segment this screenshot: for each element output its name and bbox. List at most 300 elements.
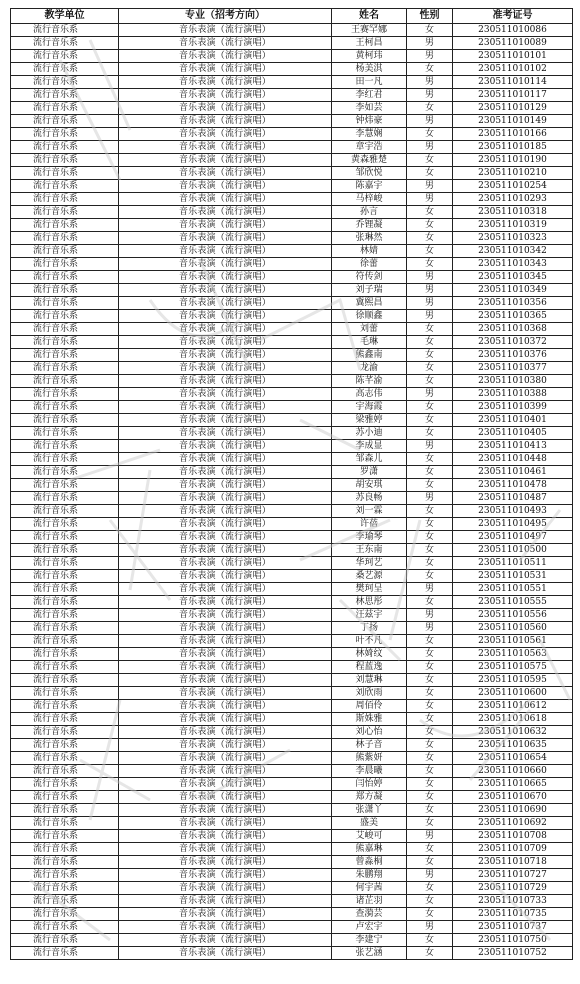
gender-cell: 女 — [407, 466, 453, 479]
name-cell: 郑方凝 — [332, 791, 407, 804]
teaching-unit-cell: 流行音乐系 — [11, 570, 119, 583]
gender-cell: 女 — [407, 102, 453, 115]
major-cell: 音乐表演（流行演唱） — [119, 648, 332, 661]
exam-number-cell: 230511010560 — [453, 622, 573, 635]
major-cell: 音乐表演（流行演唱） — [119, 713, 332, 726]
major-cell: 音乐表演（流行演唱） — [119, 128, 332, 141]
table-row — [11, 661, 573, 674]
major-cell: 音乐表演（流行演唱） — [119, 570, 332, 583]
teaching-unit-cell: 流行音乐系 — [11, 193, 119, 206]
exam-number-cell: 230511010555 — [453, 596, 573, 609]
name-cell: 李红君 — [332, 89, 407, 102]
exam-number-cell: 230511010478 — [453, 479, 573, 492]
table-row — [11, 76, 573, 89]
exam-number-cell: 230511010750 — [453, 934, 573, 947]
gender-cell: 女 — [407, 505, 453, 518]
gender-cell: 女 — [407, 882, 453, 895]
exam-number-cell: 230511010670 — [453, 791, 573, 804]
major-cell: 音乐表演（流行演唱） — [119, 895, 332, 908]
table-row — [11, 206, 573, 219]
admission-list — [10, 8, 572, 960]
gender-cell: 女 — [407, 401, 453, 414]
major-cell: 音乐表演（流行演唱） — [119, 674, 332, 687]
table-row — [11, 401, 573, 414]
teaching-unit-cell: 流行音乐系 — [11, 362, 119, 375]
teaching-unit-cell: 流行音乐系 — [11, 531, 119, 544]
major-cell: 音乐表演（流行演唱） — [119, 947, 332, 960]
major-cell: 音乐表演（流行演唱） — [119, 76, 332, 89]
teaching-unit-cell: 流行音乐系 — [11, 232, 119, 245]
exam-number-cell: 230511010089 — [453, 37, 573, 50]
teaching-unit-cell: 流行音乐系 — [11, 947, 119, 960]
teaching-unit-cell: 流行音乐系 — [11, 505, 119, 518]
name-cell: 张琳然 — [332, 232, 407, 245]
gender-cell: 女 — [407, 557, 453, 570]
teaching-unit-cell: 流行音乐系 — [11, 466, 119, 479]
gender-cell: 男 — [407, 115, 453, 128]
table-row — [11, 336, 573, 349]
teaching-unit-cell: 流行音乐系 — [11, 245, 119, 258]
table-row — [11, 414, 573, 427]
table-row — [11, 284, 573, 297]
table-row — [11, 713, 573, 726]
name-cell: 章宇浩 — [332, 141, 407, 154]
name-cell: 李成显 — [332, 440, 407, 453]
teaching-unit-cell: 流行音乐系 — [11, 843, 119, 856]
exam-number-cell: 230511010356 — [453, 297, 573, 310]
teaching-unit-cell: 流行音乐系 — [11, 453, 119, 466]
gender-cell: 女 — [407, 362, 453, 375]
teaching-unit-cell: 流行音乐系 — [11, 180, 119, 193]
name-cell: 苏良畅 — [332, 492, 407, 505]
major-cell: 音乐表演（流行演唱） — [119, 258, 332, 271]
gender-cell: 女 — [407, 24, 453, 37]
major-cell: 音乐表演（流行演唱） — [119, 557, 332, 570]
exam-number-cell: 230511010399 — [453, 401, 573, 414]
major-cell: 音乐表演（流行演唱） — [119, 50, 332, 63]
exam-number-cell: 230511010380 — [453, 375, 573, 388]
gender-cell: 女 — [407, 167, 453, 180]
table-row — [11, 804, 573, 817]
exam-number-cell: 230511010319 — [453, 219, 573, 232]
table-row — [11, 505, 573, 518]
table-row — [11, 869, 573, 882]
exam-number-cell: 230511010495 — [453, 518, 573, 531]
teaching-unit-cell: 流行音乐系 — [11, 518, 119, 531]
teaching-unit-cell: 流行音乐系 — [11, 388, 119, 401]
name-cell: 马梓峻 — [332, 193, 407, 206]
table-row — [11, 440, 573, 453]
exam-number-cell: 230511010114 — [453, 76, 573, 89]
exam-number-cell: 230511010388 — [453, 388, 573, 401]
gender-cell: 男 — [407, 284, 453, 297]
exam-number-cell: 230511010401 — [453, 414, 573, 427]
exam-number-cell: 230511010654 — [453, 752, 573, 765]
teaching-unit-cell: 流行音乐系 — [11, 128, 119, 141]
teaching-unit-cell: 流行音乐系 — [11, 804, 119, 817]
major-cell: 音乐表演（流行演唱） — [119, 271, 332, 284]
teaching-unit-cell: 流行音乐系 — [11, 492, 119, 505]
name-cell: 曾淼桐 — [332, 856, 407, 869]
table-row — [11, 245, 573, 258]
gender-cell: 女 — [407, 232, 453, 245]
teaching-unit-cell: 流行音乐系 — [11, 895, 119, 908]
teaching-unit-cell: 流行音乐系 — [11, 479, 119, 492]
name-cell: 熊紫妍 — [332, 752, 407, 765]
major-cell: 音乐表演（流行演唱） — [119, 63, 332, 76]
gender-cell: 女 — [407, 804, 453, 817]
candidate-table — [10, 8, 573, 960]
name-cell: 杨美淇 — [332, 63, 407, 76]
exam-number-cell: 230511010254 — [453, 180, 573, 193]
exam-number-cell: 230511010101 — [453, 50, 573, 63]
exam-number-cell: 230511010575 — [453, 661, 573, 674]
table-row — [11, 50, 573, 63]
exam-number-cell: 230511010323 — [453, 232, 573, 245]
table-row — [11, 466, 573, 479]
gender-cell: 男 — [407, 388, 453, 401]
major-cell: 音乐表演（流行演唱） — [119, 479, 332, 492]
name-cell: 黄柯玮 — [332, 50, 407, 63]
major-cell: 音乐表演（流行演唱） — [119, 193, 332, 206]
teaching-unit-cell: 流行音乐系 — [11, 739, 119, 752]
table-row — [11, 830, 573, 843]
gender-cell: 女 — [407, 726, 453, 739]
major-cell: 音乐表演（流行演唱） — [119, 284, 332, 297]
name-cell: 张潇丫 — [332, 804, 407, 817]
gender-cell: 女 — [407, 63, 453, 76]
major-cell: 音乐表演（流行演唱） — [119, 180, 332, 193]
name-cell: 李瑜琴 — [332, 531, 407, 544]
major-cell: 音乐表演（流行演唱） — [119, 700, 332, 713]
major-cell: 音乐表演（流行演唱） — [119, 401, 332, 414]
name-cell: 艾峻可 — [332, 830, 407, 843]
teaching-unit-cell: 流行音乐系 — [11, 934, 119, 947]
teaching-unit-cell: 流行音乐系 — [11, 375, 119, 388]
table-row — [11, 115, 573, 128]
gender-cell: 男 — [407, 609, 453, 622]
major-cell: 音乐表演（流行演唱） — [119, 518, 332, 531]
table-row — [11, 908, 573, 921]
gender-cell: 女 — [407, 518, 453, 531]
exam-number-cell: 230511010448 — [453, 453, 573, 466]
name-cell: 华珂艺 — [332, 557, 407, 570]
exam-number-cell: 230511010660 — [453, 765, 573, 778]
table-row — [11, 674, 573, 687]
table-row — [11, 141, 573, 154]
table-row — [11, 180, 573, 193]
exam-number-cell: 230511010293 — [453, 193, 573, 206]
major-cell: 音乐表演（流行演唱） — [119, 466, 332, 479]
name-cell: 邹森儿 — [332, 453, 407, 466]
major-cell: 音乐表演（流行演唱） — [119, 869, 332, 882]
name-cell: 龙渝 — [332, 362, 407, 375]
major-cell: 音乐表演（流行演唱） — [119, 856, 332, 869]
teaching-unit-cell: 流行音乐系 — [11, 24, 119, 37]
name-cell: 诸芷羽 — [332, 895, 407, 908]
exam-number-cell: 230511010729 — [453, 882, 573, 895]
exam-number-cell: 230511010635 — [453, 739, 573, 752]
teaching-unit-cell: 流行音乐系 — [11, 648, 119, 661]
exam-number-cell: 230511010493 — [453, 505, 573, 518]
table-row — [11, 609, 573, 622]
gender-cell: 女 — [407, 778, 453, 791]
name-cell: 林婍纹 — [332, 648, 407, 661]
gender-cell: 男 — [407, 50, 453, 63]
major-cell: 音乐表演（流行演唱） — [119, 843, 332, 856]
teaching-unit-cell: 流行音乐系 — [11, 856, 119, 869]
gender-cell: 女 — [407, 323, 453, 336]
major-cell: 音乐表演（流行演唱） — [119, 817, 332, 830]
exam-number-cell: 230511010318 — [453, 206, 573, 219]
gender-cell: 女 — [407, 934, 453, 947]
name-cell: 徐顺鑫 — [332, 310, 407, 323]
exam-number-cell: 230511010752 — [453, 947, 573, 960]
table-row — [11, 739, 573, 752]
major-cell: 音乐表演（流行演唱） — [119, 89, 332, 102]
major-cell: 音乐表演（流行演唱） — [119, 115, 332, 128]
teaching-unit-cell: 流行音乐系 — [11, 687, 119, 700]
exam-number-cell: 230511010185 — [453, 141, 573, 154]
major-cell: 音乐表演（流行演唱） — [119, 765, 332, 778]
major-cell: 音乐表演（流行演唱） — [119, 635, 332, 648]
name-cell: 卢宏宇 — [332, 921, 407, 934]
table-row — [11, 271, 573, 284]
major-cell: 音乐表演（流行演唱） — [119, 375, 332, 388]
name-cell: 刘慧琳 — [332, 674, 407, 687]
gender-cell: 男 — [407, 310, 453, 323]
gender-cell: 女 — [407, 661, 453, 674]
gender-cell: 女 — [407, 635, 453, 648]
major-cell: 音乐表演（流行演唱） — [119, 934, 332, 947]
gender-cell: 女 — [407, 453, 453, 466]
table-header-row — [11, 9, 573, 24]
exam-number-cell: 230511010500 — [453, 544, 573, 557]
name-cell: 王柯昌 — [332, 37, 407, 50]
gender-cell: 女 — [407, 154, 453, 167]
major-cell: 音乐表演（流行演唱） — [119, 245, 332, 258]
table-row — [11, 89, 573, 102]
teaching-unit-cell: 流行音乐系 — [11, 167, 119, 180]
exam-number-cell: 230511010345 — [453, 271, 573, 284]
name-cell: 刘子瑞 — [332, 284, 407, 297]
name-cell: 乔锂凝 — [332, 219, 407, 232]
major-cell: 音乐表演（流行演唱） — [119, 609, 332, 622]
teaching-unit-cell: 流行音乐系 — [11, 830, 119, 843]
name-cell: 李建宁 — [332, 934, 407, 947]
teaching-unit-cell: 流行音乐系 — [11, 661, 119, 674]
exam-number-cell: 230511010487 — [453, 492, 573, 505]
name-cell: 王东南 — [332, 544, 407, 557]
name-cell: 宇海霞 — [332, 401, 407, 414]
teaching-unit-cell: 流行音乐系 — [11, 427, 119, 440]
table-row — [11, 375, 573, 388]
teaching-unit-cell: 流行音乐系 — [11, 219, 119, 232]
major-cell: 音乐表演（流行演唱） — [119, 362, 332, 375]
teaching-unit-cell: 流行音乐系 — [11, 115, 119, 128]
major-cell: 音乐表演（流行演唱） — [119, 310, 332, 323]
name-cell: 何宇茜 — [332, 882, 407, 895]
major-cell: 音乐表演（流行演唱） — [119, 297, 332, 310]
major-cell: 音乐表演（流行演唱） — [119, 323, 332, 336]
name-cell: 李如芸 — [332, 102, 407, 115]
teaching-unit-cell: 流行音乐系 — [11, 713, 119, 726]
name-cell: 符传剑 — [332, 271, 407, 284]
major-cell: 音乐表演（流行演唱） — [119, 37, 332, 50]
name-cell: 盛美 — [332, 817, 407, 830]
name-cell: 朱鹏翔 — [332, 869, 407, 882]
name-cell: 刘蕾 — [332, 323, 407, 336]
major-cell: 音乐表演（流行演唱） — [119, 102, 332, 115]
exam-number-cell: 230511010511 — [453, 557, 573, 570]
exam-number-cell: 230511010368 — [453, 323, 573, 336]
name-cell: 樊珂呈 — [332, 583, 407, 596]
gender-cell: 女 — [407, 375, 453, 388]
exam-number-cell: 230511010405 — [453, 427, 573, 440]
gender-cell: 男 — [407, 37, 453, 50]
major-cell: 音乐表演（流行演唱） — [119, 440, 332, 453]
name-cell: 高志伟 — [332, 388, 407, 401]
gender-cell: 女 — [407, 843, 453, 856]
table-row — [11, 544, 573, 557]
teaching-unit-cell: 流行音乐系 — [11, 414, 119, 427]
table-row — [11, 778, 573, 791]
table-row — [11, 882, 573, 895]
major-cell: 音乐表演（流行演唱） — [119, 24, 332, 37]
table-row — [11, 193, 573, 206]
table-row — [11, 817, 573, 830]
teaching-unit-cell: 流行音乐系 — [11, 726, 119, 739]
table-row — [11, 557, 573, 570]
teaching-unit-cell: 流行音乐系 — [11, 76, 119, 89]
major-cell: 音乐表演（流行演唱） — [119, 908, 332, 921]
gender-cell: 女 — [407, 739, 453, 752]
exam-number-cell: 230511010086 — [453, 24, 573, 37]
name-cell: 程蓝逸 — [332, 661, 407, 674]
table-row — [11, 752, 573, 765]
gender-cell: 男 — [407, 921, 453, 934]
table-row — [11, 37, 573, 50]
major-cell: 音乐表演（流行演唱） — [119, 804, 332, 817]
name-cell: 李慧娴 — [332, 128, 407, 141]
table-row — [11, 687, 573, 700]
major-cell: 音乐表演（流行演唱） — [119, 414, 332, 427]
name-cell: 刘欣雨 — [332, 687, 407, 700]
teaching-unit-cell: 流行音乐系 — [11, 869, 119, 882]
teaching-unit-cell: 流行音乐系 — [11, 141, 119, 154]
major-cell: 音乐表演（流行演唱） — [119, 206, 332, 219]
exam-number-cell: 230511010727 — [453, 869, 573, 882]
major-cell: 音乐表演（流行演唱） — [119, 388, 332, 401]
gender-cell: 女 — [407, 479, 453, 492]
table-row — [11, 24, 573, 37]
teaching-unit-cell: 流行音乐系 — [11, 921, 119, 934]
exam-number-cell: 230511010531 — [453, 570, 573, 583]
major-cell: 音乐表演（流行演唱） — [119, 726, 332, 739]
name-cell: 毛琳 — [332, 336, 407, 349]
teaching-unit-cell: 流行音乐系 — [11, 102, 119, 115]
table-row — [11, 791, 573, 804]
teaching-unit-cell: 流行音乐系 — [11, 323, 119, 336]
teaching-unit-cell: 流行音乐系 — [11, 609, 119, 622]
gender-cell: 女 — [407, 765, 453, 778]
exam-number-cell: 230511010618 — [453, 713, 573, 726]
teaching-unit-cell: 流行音乐系 — [11, 752, 119, 765]
gender-cell: 女 — [407, 895, 453, 908]
gender-cell: 男 — [407, 622, 453, 635]
table-row — [11, 648, 573, 661]
exam-number-cell: 230511010595 — [453, 674, 573, 687]
exam-number-cell: 230511010343 — [453, 258, 573, 271]
gender-cell: 女 — [407, 544, 453, 557]
gender-cell: 女 — [407, 414, 453, 427]
exam-number-cell: 230511010365 — [453, 310, 573, 323]
name-cell: 黄森雅楚 — [332, 154, 407, 167]
table-row — [11, 128, 573, 141]
exam-number-cell: 230511010600 — [453, 687, 573, 700]
exam-number-cell: 230511010166 — [453, 128, 573, 141]
name-cell: 梁雅婷 — [332, 414, 407, 427]
name-cell: 刘心怡 — [332, 726, 407, 739]
teaching-unit-cell: 流行音乐系 — [11, 154, 119, 167]
major-cell: 音乐表演（流行演唱） — [119, 544, 332, 557]
name-cell: 周佰伶 — [332, 700, 407, 713]
major-cell: 音乐表演（流行演唱） — [119, 505, 332, 518]
header-major: 专业（招考方向） — [119, 9, 332, 24]
name-cell: 丁扬 — [332, 622, 407, 635]
gender-cell: 男 — [407, 193, 453, 206]
gender-cell: 女 — [407, 219, 453, 232]
gender-cell: 女 — [407, 791, 453, 804]
table-row — [11, 726, 573, 739]
table-row — [11, 232, 573, 245]
major-cell: 音乐表演（流行演唱） — [119, 349, 332, 362]
major-cell: 音乐表演（流行演唱） — [119, 596, 332, 609]
gender-cell: 男 — [407, 830, 453, 843]
name-cell: 苏小迪 — [332, 427, 407, 440]
gender-cell: 女 — [407, 713, 453, 726]
header-gender: 性别 — [407, 9, 453, 24]
major-cell: 音乐表演（流行演唱） — [119, 492, 332, 505]
exam-number-cell: 230511010561 — [453, 635, 573, 648]
teaching-unit-cell: 流行音乐系 — [11, 297, 119, 310]
gender-cell: 女 — [407, 128, 453, 141]
major-cell: 音乐表演（流行演唱） — [119, 739, 332, 752]
teaching-unit-cell: 流行音乐系 — [11, 583, 119, 596]
name-cell: 田一凡 — [332, 76, 407, 89]
major-cell: 音乐表演（流行演唱） — [119, 778, 332, 791]
gender-cell: 女 — [407, 674, 453, 687]
gender-cell: 男 — [407, 141, 453, 154]
major-cell: 音乐表演（流行演唱） — [119, 453, 332, 466]
major-cell: 音乐表演（流行演唱） — [119, 531, 332, 544]
major-cell: 音乐表演（流行演唱） — [119, 882, 332, 895]
teaching-unit-cell: 流行音乐系 — [11, 674, 119, 687]
teaching-unit-cell: 流行音乐系 — [11, 310, 119, 323]
gender-cell: 女 — [407, 206, 453, 219]
table-row — [11, 622, 573, 635]
teaching-unit-cell: 流行音乐系 — [11, 622, 119, 635]
exam-number-cell: 230511010718 — [453, 856, 573, 869]
name-cell: 熊嘉琳 — [332, 843, 407, 856]
major-cell: 音乐表演（流行演唱） — [119, 830, 332, 843]
name-cell: 林子音 — [332, 739, 407, 752]
gender-cell: 男 — [407, 89, 453, 102]
gender-cell: 女 — [407, 700, 453, 713]
teaching-unit-cell: 流行音乐系 — [11, 765, 119, 778]
name-cell: 林思彤 — [332, 596, 407, 609]
gender-cell: 女 — [407, 245, 453, 258]
